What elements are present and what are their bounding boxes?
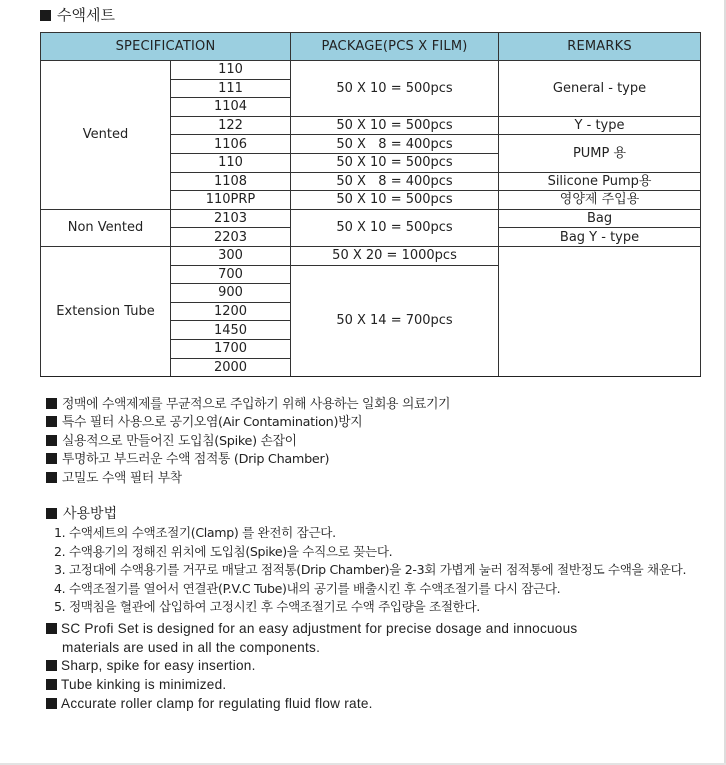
bullet-square-icon xyxy=(46,398,57,409)
list-item: Sharp, spike for easy insertion. xyxy=(46,657,577,676)
package-cell: 50 X 14 = 700pcs xyxy=(291,265,499,377)
model-cell: 900 xyxy=(171,284,291,303)
list-item: 2. 수액용기의 정해진 위치에 도입침(Spike)을 수직으로 꽂는다. xyxy=(54,543,393,559)
feature-list xyxy=(46,396,450,488)
section-heading xyxy=(40,4,115,25)
remarks-cell: Y - type xyxy=(499,116,701,135)
bullet-square-icon xyxy=(40,10,51,21)
group-vented: Vented xyxy=(41,61,171,210)
header-specification: SPECIFICATION xyxy=(41,33,291,61)
package-cell: 50 X 10 = 500pcs xyxy=(291,61,499,117)
package-cell: 50 X 10 = 500pcs xyxy=(291,209,499,246)
list-item: 실용적으로 만들어진 도입침(Spike) 손잡이 xyxy=(46,433,450,451)
header-package: PACKAGE(PCS X FILM) xyxy=(291,33,499,61)
list-item: 투명하고 부드러운 수액 점적통 (Drip Chamber) xyxy=(46,451,450,469)
list-item: Tube kinking is minimized. xyxy=(46,676,577,695)
group-extension-tube: Extension Tube xyxy=(41,246,171,376)
model-cell: 700 xyxy=(171,265,291,284)
group-non-vented: Non Vented xyxy=(41,209,171,246)
usage-heading: 사용방법 xyxy=(46,503,117,523)
remarks-cell: Bag Y - type xyxy=(499,228,701,247)
model-cell: 110 xyxy=(171,61,291,80)
table-row xyxy=(41,246,701,265)
heading-text: 수액세트 xyxy=(57,6,115,24)
bullet-square-icon xyxy=(46,472,57,483)
bullet-square-icon xyxy=(46,698,57,709)
model-cell: 2000 xyxy=(171,358,291,377)
remarks-cell: 영양제 주입용 xyxy=(499,191,701,210)
list-item: 4. 수액조절기를 열어서 연결관(P.V.C Tube)내의 공기를 배출시킨 후 수액조절기를 다시 잠근다. xyxy=(54,580,561,596)
list-item: 1. 수액세트의 수액조절기(Clamp) 를 완전히 잠근다. xyxy=(54,525,336,540)
model-cell: 1108 xyxy=(171,172,291,191)
list-item: 5. 정맥침을 혈관에 삽입하여 고정시킨 후 수액조절기로 수액 주입량을 조절한다. xyxy=(54,599,480,615)
bullet-square-icon xyxy=(46,435,57,446)
list-item-continuation: materials are used in all the components. xyxy=(62,639,321,655)
list-item: Accurate roller clamp for regulating fluid flow rate. xyxy=(46,695,577,714)
bullet-square-icon xyxy=(46,623,57,634)
bullet-square-icon xyxy=(46,679,57,690)
model-cell: 1450 xyxy=(171,321,291,340)
package-cell: 50 X 20 = 1000pcs xyxy=(291,246,499,265)
bullet-square-icon xyxy=(46,453,57,464)
package-cell: 50 X 10 = 500pcs xyxy=(291,116,499,135)
package-cell: 50 X 10 = 500pcs xyxy=(291,153,499,172)
model-cell: 1200 xyxy=(171,302,291,321)
english-description xyxy=(46,620,577,714)
model-cell: 1106 xyxy=(171,135,291,154)
model-cell: 2103 xyxy=(171,209,291,228)
spec-table xyxy=(40,32,701,377)
model-cell: 2203 xyxy=(171,228,291,247)
list-item: 정맥에 수액제제를 무균적으로 주입하기 위해 사용하는 일회용 의료기기 xyxy=(46,396,450,414)
package-cell: 50 X 10 = 500pcs xyxy=(291,191,499,210)
usage-steps xyxy=(54,524,686,617)
bullet-square-icon xyxy=(46,660,57,671)
table-header-row xyxy=(41,33,701,61)
package-cell: 50 X 8 = 400pcs xyxy=(291,172,499,191)
list-item: 고밀도 수액 필터 부착 xyxy=(46,470,450,488)
remarks-cell-empty xyxy=(499,246,701,376)
remarks-cell: General - type xyxy=(499,61,701,117)
model-cell: 110 xyxy=(171,153,291,172)
header-remarks: REMARKS xyxy=(499,33,701,61)
model-cell: 300 xyxy=(171,246,291,265)
table-row xyxy=(41,61,701,80)
model-cell: 1104 xyxy=(171,98,291,117)
remarks-cell: Silicone Pump용 xyxy=(499,172,701,191)
package-cell: 50 X 8 = 400pcs xyxy=(291,135,499,154)
remarks-cell: Bag xyxy=(499,209,701,228)
table-row xyxy=(41,209,701,228)
list-item: 특수 필터 사용으로 공기오염(Air Contamination)방지 xyxy=(46,414,450,432)
model-cell: 1700 xyxy=(171,339,291,358)
remarks-cell: PUMP 용 xyxy=(499,135,701,172)
model-cell: 111 xyxy=(171,79,291,98)
bullet-square-icon xyxy=(46,508,57,519)
model-cell: 122 xyxy=(171,116,291,135)
model-cell: 110PRP xyxy=(171,191,291,210)
list-item: 3. 고정대에 수액용기를 거꾸로 매달고 점적통(Drip Chamber)을 2-3회 가볍게 눌러 점적통에 절반정도 수액을 채운다. xyxy=(54,562,687,578)
list-item: SC Profi Set is designed for an easy adjustment for precise dosage and innocuous xyxy=(46,620,577,639)
bullet-square-icon xyxy=(46,416,57,427)
